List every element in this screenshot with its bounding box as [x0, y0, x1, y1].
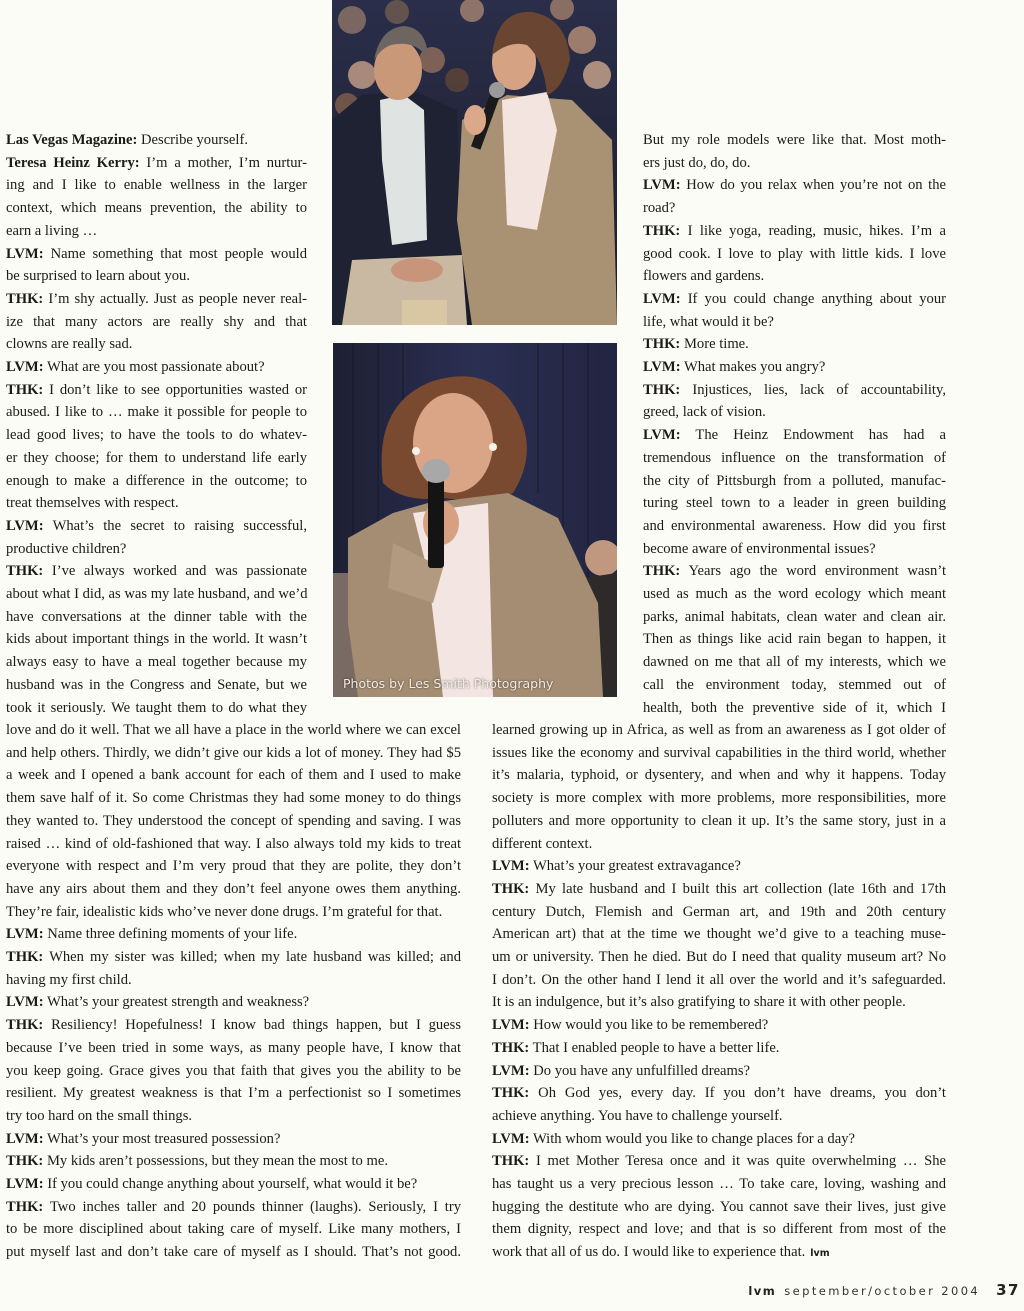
line-text: Years ago the word environment wasn’t: [680, 563, 946, 580]
page-footer: [748, 1281, 1020, 1301]
interview-line-speaker: [6, 152, 307, 175]
line-text: polluters and more opportunity to clean it up. It’s the same story, just in a: [492, 812, 946, 829]
interview-line: [6, 197, 307, 220]
line-text: work that all of us do. I would like to experience that.: [492, 1244, 806, 1261]
line-text: Two inches taller and 20 pounds thinner (laughs). Seriously, I try: [43, 1198, 461, 1215]
line-text: society is more complex with more problems, more responsibilities, more: [492, 790, 946, 807]
interview-line-speaker: [643, 220, 946, 243]
line-text: flowers and gardens.: [643, 268, 765, 285]
interview-line: [492, 991, 946, 1014]
line-text: have conversations at the dinner table with the: [6, 608, 307, 625]
line-text: What are you most passionate about?: [43, 359, 265, 375]
line-text: health, both the preventive side of it, which I: [643, 699, 946, 716]
speaker-label: THK:: [6, 1017, 44, 1034]
interview-line: [643, 129, 946, 152]
line-text: it’s malaria, typhoid, or dysentery, and when and why it happens. Today: [492, 767, 946, 784]
line-text: and environmental awareness. How did you first: [643, 517, 946, 534]
line-text: I’m shy actually. Just as people never real-: [43, 290, 307, 307]
interview-line: [6, 764, 461, 787]
speaker-label: THK:: [6, 949, 44, 965]
line-text: clowns are really sad.: [6, 336, 133, 353]
line-text: having my first child.: [6, 971, 132, 988]
interview-line: [6, 742, 461, 765]
line-text: I’ve always worked and was passionate: [43, 563, 307, 580]
interview-line: [6, 583, 307, 606]
speaker-label: THK:: [643, 563, 681, 580]
line-text: I’m a mother, I’m nurtur-: [139, 154, 307, 171]
speaker-label: LVM:: [643, 290, 681, 307]
line-text: earn a living …: [6, 222, 98, 239]
interview-line: [643, 538, 946, 561]
interview-line-speaker: [6, 991, 461, 1014]
interview-line: [6, 674, 307, 697]
line-text: I don’t. On the other hand I lend it all over the world and it’s safeguarded.: [492, 971, 946, 988]
interview-line: [643, 606, 946, 629]
speaker-label: LVM:: [492, 858, 530, 875]
interview-line: [643, 265, 946, 288]
line-text: greed, lack of vision.: [643, 404, 766, 421]
footer-brand: lvm: [748, 1284, 777, 1298]
interview-line: [643, 628, 946, 651]
interview-line: [6, 470, 307, 493]
line-text: because I’ve been tried in some ways, as many people have, I know that: [6, 1039, 461, 1056]
line-text: try too hard on the small things.: [6, 1107, 193, 1124]
line-text: With whom would you like to change places for a day?: [529, 1130, 855, 1147]
line-text: er they choose; for them to understand life early: [6, 449, 307, 466]
interview-line: [643, 197, 946, 220]
line-text: I don’t like to see opportunities wasted or: [43, 381, 307, 398]
speaker-label: Teresa Heinz Kerry:: [6, 154, 140, 171]
line-text: them dignity, respect and love; and that is so different from most of the: [492, 1221, 946, 1238]
interview-line: [643, 583, 946, 606]
interview-line: [6, 1060, 461, 1083]
speaker-label: THK:: [492, 880, 530, 897]
interview-line: [6, 855, 461, 878]
interview-line-speaker: [492, 1014, 946, 1037]
interview-line: [643, 470, 946, 493]
line-text: context, which means prevention, the ability to: [6, 200, 307, 217]
line-text: to be more disciplined about taking care of myself. Like many mothers, I: [6, 1221, 461, 1238]
interview-line-speaker: [643, 560, 946, 583]
interview-line-speaker: [492, 1060, 946, 1083]
line-text: tremendous influence on the transformation of: [643, 449, 946, 466]
interview-line: [6, 1241, 461, 1264]
interview-line: [492, 787, 946, 810]
interview-line-speaker: [492, 1150, 946, 1173]
line-text: My kids aren’t possessions, but they mean the most to me.: [43, 1153, 388, 1170]
line-text: American art) that at the time we thought we’d give to a teaching muse-: [492, 926, 946, 943]
line-text: How do you relax when you’re not on the: [680, 177, 946, 194]
line-text: took it seriously. We taught them to do what they: [6, 699, 307, 716]
photo-credit: Photos by Les Smith Photography: [343, 676, 554, 691]
line-text: I like yoga, reading, music, hikes. I’m a: [680, 222, 946, 239]
line-text: resilient. My greatest weakness is that I’m a perfectionist so I sometimes: [6, 1085, 461, 1102]
interview-line-speaker: [6, 129, 307, 152]
speaker-label: LVM:: [6, 359, 44, 375]
speaker-label: LVM:: [643, 177, 681, 194]
line-text: raised … kind of old-fashioned that way. I also always told my kids to treat: [6, 835, 461, 852]
line-text: used as much as the word ecology which meant: [643, 586, 946, 602]
interview-line-speaker: [6, 1196, 461, 1219]
left-column: [6, 129, 307, 719]
interview-line-speaker: [6, 1150, 461, 1173]
speaker-label: THK:: [6, 563, 44, 580]
interview-line-speaker: [6, 515, 307, 538]
line-text: be surprised to learn about you.: [6, 268, 190, 285]
line-text: Oh God yes, every day. If you don’t have dreams, you don’t: [529, 1085, 946, 1102]
left-wide-column: [6, 719, 461, 1264]
line-text: What’s your greatest strength and weakness?: [43, 994, 310, 1011]
speaker-label: THK:: [643, 381, 681, 398]
interview-line: [6, 538, 307, 561]
interview-line: [6, 787, 461, 810]
interview-line: [643, 492, 946, 515]
line-text: What makes you angry?: [680, 359, 826, 375]
interview-line: [492, 923, 946, 946]
line-text: When my sister was killed; when my late husband was killed; and: [43, 949, 461, 965]
interview-line: [6, 447, 307, 470]
line-text: productive children?: [6, 540, 127, 557]
interview-line: [492, 901, 946, 924]
interview-line: [643, 697, 946, 720]
interview-line: [492, 1173, 946, 1196]
interview-line-speaker: [6, 243, 307, 266]
line-text: That I enabled people to have a better life.: [529, 1039, 780, 1056]
interview-line: [643, 447, 946, 470]
interview-line: [6, 333, 307, 356]
speaker-label: LVM:: [492, 1017, 530, 1034]
interview-line: [6, 401, 307, 424]
line-text: How would you like to be remembered?: [529, 1017, 769, 1034]
interview-line: [492, 1196, 946, 1219]
line-text: If you could change anything about your: [680, 290, 946, 307]
interview-line-speaker: [492, 878, 946, 901]
line-text: What’s the secret to raising successful,: [43, 517, 307, 534]
speaker-label: THK:: [6, 1153, 44, 1170]
line-text: love and do it well. That we all have a place in the world where we can excel: [6, 722, 461, 738]
line-text: abused. I like to … make it possible for people to: [6, 404, 307, 421]
interview-line: [492, 946, 946, 969]
interview-line-speaker: [6, 379, 307, 402]
line-text: enough to make a difference in the outcome; to: [6, 472, 307, 489]
speaker-label: THK:: [492, 1039, 530, 1056]
speaker-label: LVM:: [6, 994, 44, 1011]
line-text: a week and I opened a bank account for each of them and I used to make: [6, 767, 461, 784]
line-text: has taught us a very precious lesson … To take care, loving, washing and: [492, 1176, 946, 1192]
line-text: husband was in the Congress and Senate, but we: [6, 676, 307, 693]
line-text: you keep going. Grace gives you that faith that gives you the ability to be: [6, 1062, 461, 1079]
interview-line: [6, 697, 307, 720]
line-text: life, what would it be?: [643, 313, 774, 330]
interview-line-speaker: [6, 1014, 461, 1037]
speaker-label: THK:: [6, 381, 44, 398]
line-text: ize that many actors are really shy and that: [6, 313, 307, 330]
interview-line: [6, 1218, 461, 1241]
footer-issue-date: september/october 2004: [784, 1284, 981, 1298]
speaker-label: LVM:: [6, 926, 44, 943]
line-text: always easy to have a meal together because my: [6, 654, 307, 671]
line-text: Then as things like acid rain began to happen, it: [643, 631, 946, 648]
photo-top-image: [332, 0, 617, 325]
line-text: call the environment today, stemmed out of: [643, 676, 946, 693]
speaker-label: THK:: [492, 1153, 530, 1170]
line-text: them save half of it. So come Christmas they had some money to do things: [6, 790, 461, 807]
speaker-label: LVM:: [492, 1130, 530, 1147]
interview-line: [6, 174, 307, 197]
photo-bottom-image: [333, 343, 617, 697]
line-text: century Dutch, Flemish and German art, and 19th and 20th century: [492, 903, 946, 920]
line-text: turing steel town to a leader in green building: [643, 495, 946, 512]
interview-line: [6, 311, 307, 334]
line-text: the city of Pittsburgh from a polluted, manufac-: [643, 472, 946, 489]
interview-line: [6, 628, 307, 651]
interview-line: [492, 719, 946, 742]
interview-line: [6, 606, 307, 629]
interview-line: [6, 833, 461, 856]
interview-line: [6, 1082, 461, 1105]
interview-line: [6, 1037, 461, 1060]
line-text: Name three defining moments of your life.: [43, 926, 298, 943]
interview-line: [492, 1241, 946, 1264]
interview-line: [6, 719, 461, 742]
interview-line: [6, 878, 461, 901]
line-text: um or university. Then he died. But do I need that quality museum art? No: [492, 949, 946, 965]
interview-line-speaker: [6, 356, 307, 379]
line-text: about what I did, as was my late husband, and we’d: [6, 586, 308, 602]
speaker-label: LVM:: [6, 517, 44, 534]
interview-line: [643, 152, 946, 175]
speaker-label: LVM:: [643, 427, 681, 444]
line-text: ing and I like to enable wellness in the larger: [6, 177, 307, 194]
speaker-label: LVM:: [6, 1176, 44, 1192]
line-text: The Heinz Endowment has had a: [680, 427, 946, 444]
line-text: issues like the economy and survival capabilities in the third world, whether: [492, 744, 946, 761]
interview-line-speaker: [643, 174, 946, 197]
line-text: treat themselves with respect.: [6, 495, 179, 512]
line-text: Name something that most people would: [43, 245, 307, 262]
line-text: achieve anything. You have to challenge yourself.: [492, 1107, 783, 1124]
interview-line: [492, 1218, 946, 1241]
page-number: 37: [996, 1281, 1020, 1299]
interview-line: [6, 492, 307, 515]
line-text: become aware of environmental issues?: [643, 540, 876, 557]
line-text: have any airs about them and they don’t feel anyone owes them anything.: [6, 880, 461, 897]
photo-top: [332, 0, 617, 325]
interview-line-speaker: [492, 1128, 946, 1151]
interview-line: [492, 742, 946, 765]
line-text: Describe yourself.: [137, 132, 248, 148]
line-text: put myself last and don’t take care of myself as I should. That’s not good.: [6, 1244, 461, 1261]
line-text: and help others. Thirdly, we didn’t give our kids a lot of money. They had $5: [6, 744, 461, 761]
interview-line-speaker: [6, 923, 461, 946]
speaker-label: THK:: [643, 336, 681, 353]
right-column: [643, 129, 946, 719]
interview-line: [643, 243, 946, 266]
interview-line-speaker: [643, 356, 946, 379]
speaker-label: LVM:: [6, 245, 44, 262]
speaker-label: LVM:: [492, 1062, 530, 1079]
interview-line: [6, 1105, 461, 1128]
line-text: But my role models were like that. Most moth-: [643, 132, 946, 148]
interview-line: [492, 764, 946, 787]
line-text: Resiliency! Hopefulness! I know bad things happen, but I guess: [43, 1017, 461, 1034]
line-text: learned growing up in Africa, as well as from an awareness as I got older of: [492, 722, 946, 738]
interview-line: [6, 901, 461, 924]
speaker-label: THK:: [643, 222, 681, 239]
interview-line: [643, 401, 946, 424]
interview-line-speaker: [492, 1037, 946, 1060]
line-text: road?: [643, 200, 676, 217]
interview-line-speaker: [6, 1173, 461, 1196]
speaker-label: Las Vegas Magazine:: [6, 132, 138, 148]
line-text: Do you have any unfulfilled dreams?: [529, 1062, 751, 1079]
speaker-label: LVM:: [6, 1130, 44, 1147]
line-text: hugging the destitute who are dying. You cannot save their lives, just give: [492, 1198, 946, 1215]
line-text: Injustices, lies, lack of accountability,: [680, 381, 946, 398]
line-text: My late husband and I built this art collection (late 16th and 17th: [529, 880, 946, 897]
speaker-label: THK:: [6, 1198, 44, 1215]
interview-line: [643, 674, 946, 697]
line-text: they wanted to. They understood the concept of spending and saving. I was: [6, 812, 461, 829]
interview-line: [492, 833, 946, 856]
line-text: parks, animal habitats, clean water and clean air.: [643, 608, 946, 625]
interview-line: [6, 424, 307, 447]
line-text: It is an indulgence, but it’s also gratifying to share it with other people.: [492, 994, 906, 1011]
interview-line-speaker: [643, 288, 946, 311]
line-text: everyone with respect and I’m very proud that they are polite, they don’t: [6, 858, 461, 875]
interview-line-speaker: [643, 379, 946, 402]
interview-line: [643, 311, 946, 334]
speaker-label: THK:: [492, 1085, 530, 1102]
end-mark: lvm: [810, 1248, 830, 1260]
speaker-label: LVM:: [643, 359, 681, 375]
interview-line: [492, 810, 946, 833]
interview-line: [643, 515, 946, 538]
interview-line-speaker: [643, 333, 946, 356]
line-text: More time.: [680, 336, 749, 353]
interview-line-speaker: [6, 946, 461, 969]
line-text: What’s your most treasured possession?: [43, 1130, 281, 1147]
interview-line-speaker: [643, 424, 946, 447]
line-text: different context.: [492, 835, 593, 852]
speaker-label: THK:: [6, 290, 44, 307]
line-text: kids about important things in the world. It wasn’t: [6, 631, 307, 648]
interview-line-speaker: [6, 288, 307, 311]
line-text: dawned on me that all of my interests, which we: [643, 654, 946, 671]
interview-line: [6, 969, 461, 992]
interview-line: [492, 1105, 946, 1128]
interview-line: [6, 651, 307, 674]
line-text: I met Mother Teresa once and it was quite overwhelming … She: [529, 1153, 946, 1170]
interview-line: [6, 265, 307, 288]
interview-line: [6, 220, 307, 243]
interview-line-speaker: [492, 1082, 946, 1105]
line-text: What’s your greatest extravagance?: [529, 858, 741, 875]
line-text: ers just do, do, do.: [643, 154, 751, 171]
right-wide-column: [492, 719, 946, 1264]
line-text: lead good lives; to have the tools to do whatev-: [6, 427, 307, 444]
interview-line-speaker: [6, 560, 307, 583]
line-text: If you could change anything about yourself, what would it be?: [43, 1176, 418, 1192]
interview-line: [643, 651, 946, 674]
line-text: They’re fair, idealistic kids who’ve never done drugs. I’m grateful for that.: [6, 903, 443, 920]
interview-line: [492, 969, 946, 992]
photo-bottom: [333, 343, 617, 697]
interview-line-speaker: [492, 855, 946, 878]
interview-line-speaker: [6, 1128, 461, 1151]
line-text: good cook. I love to play with little kids. I love: [643, 245, 946, 262]
interview-line: [6, 810, 461, 833]
